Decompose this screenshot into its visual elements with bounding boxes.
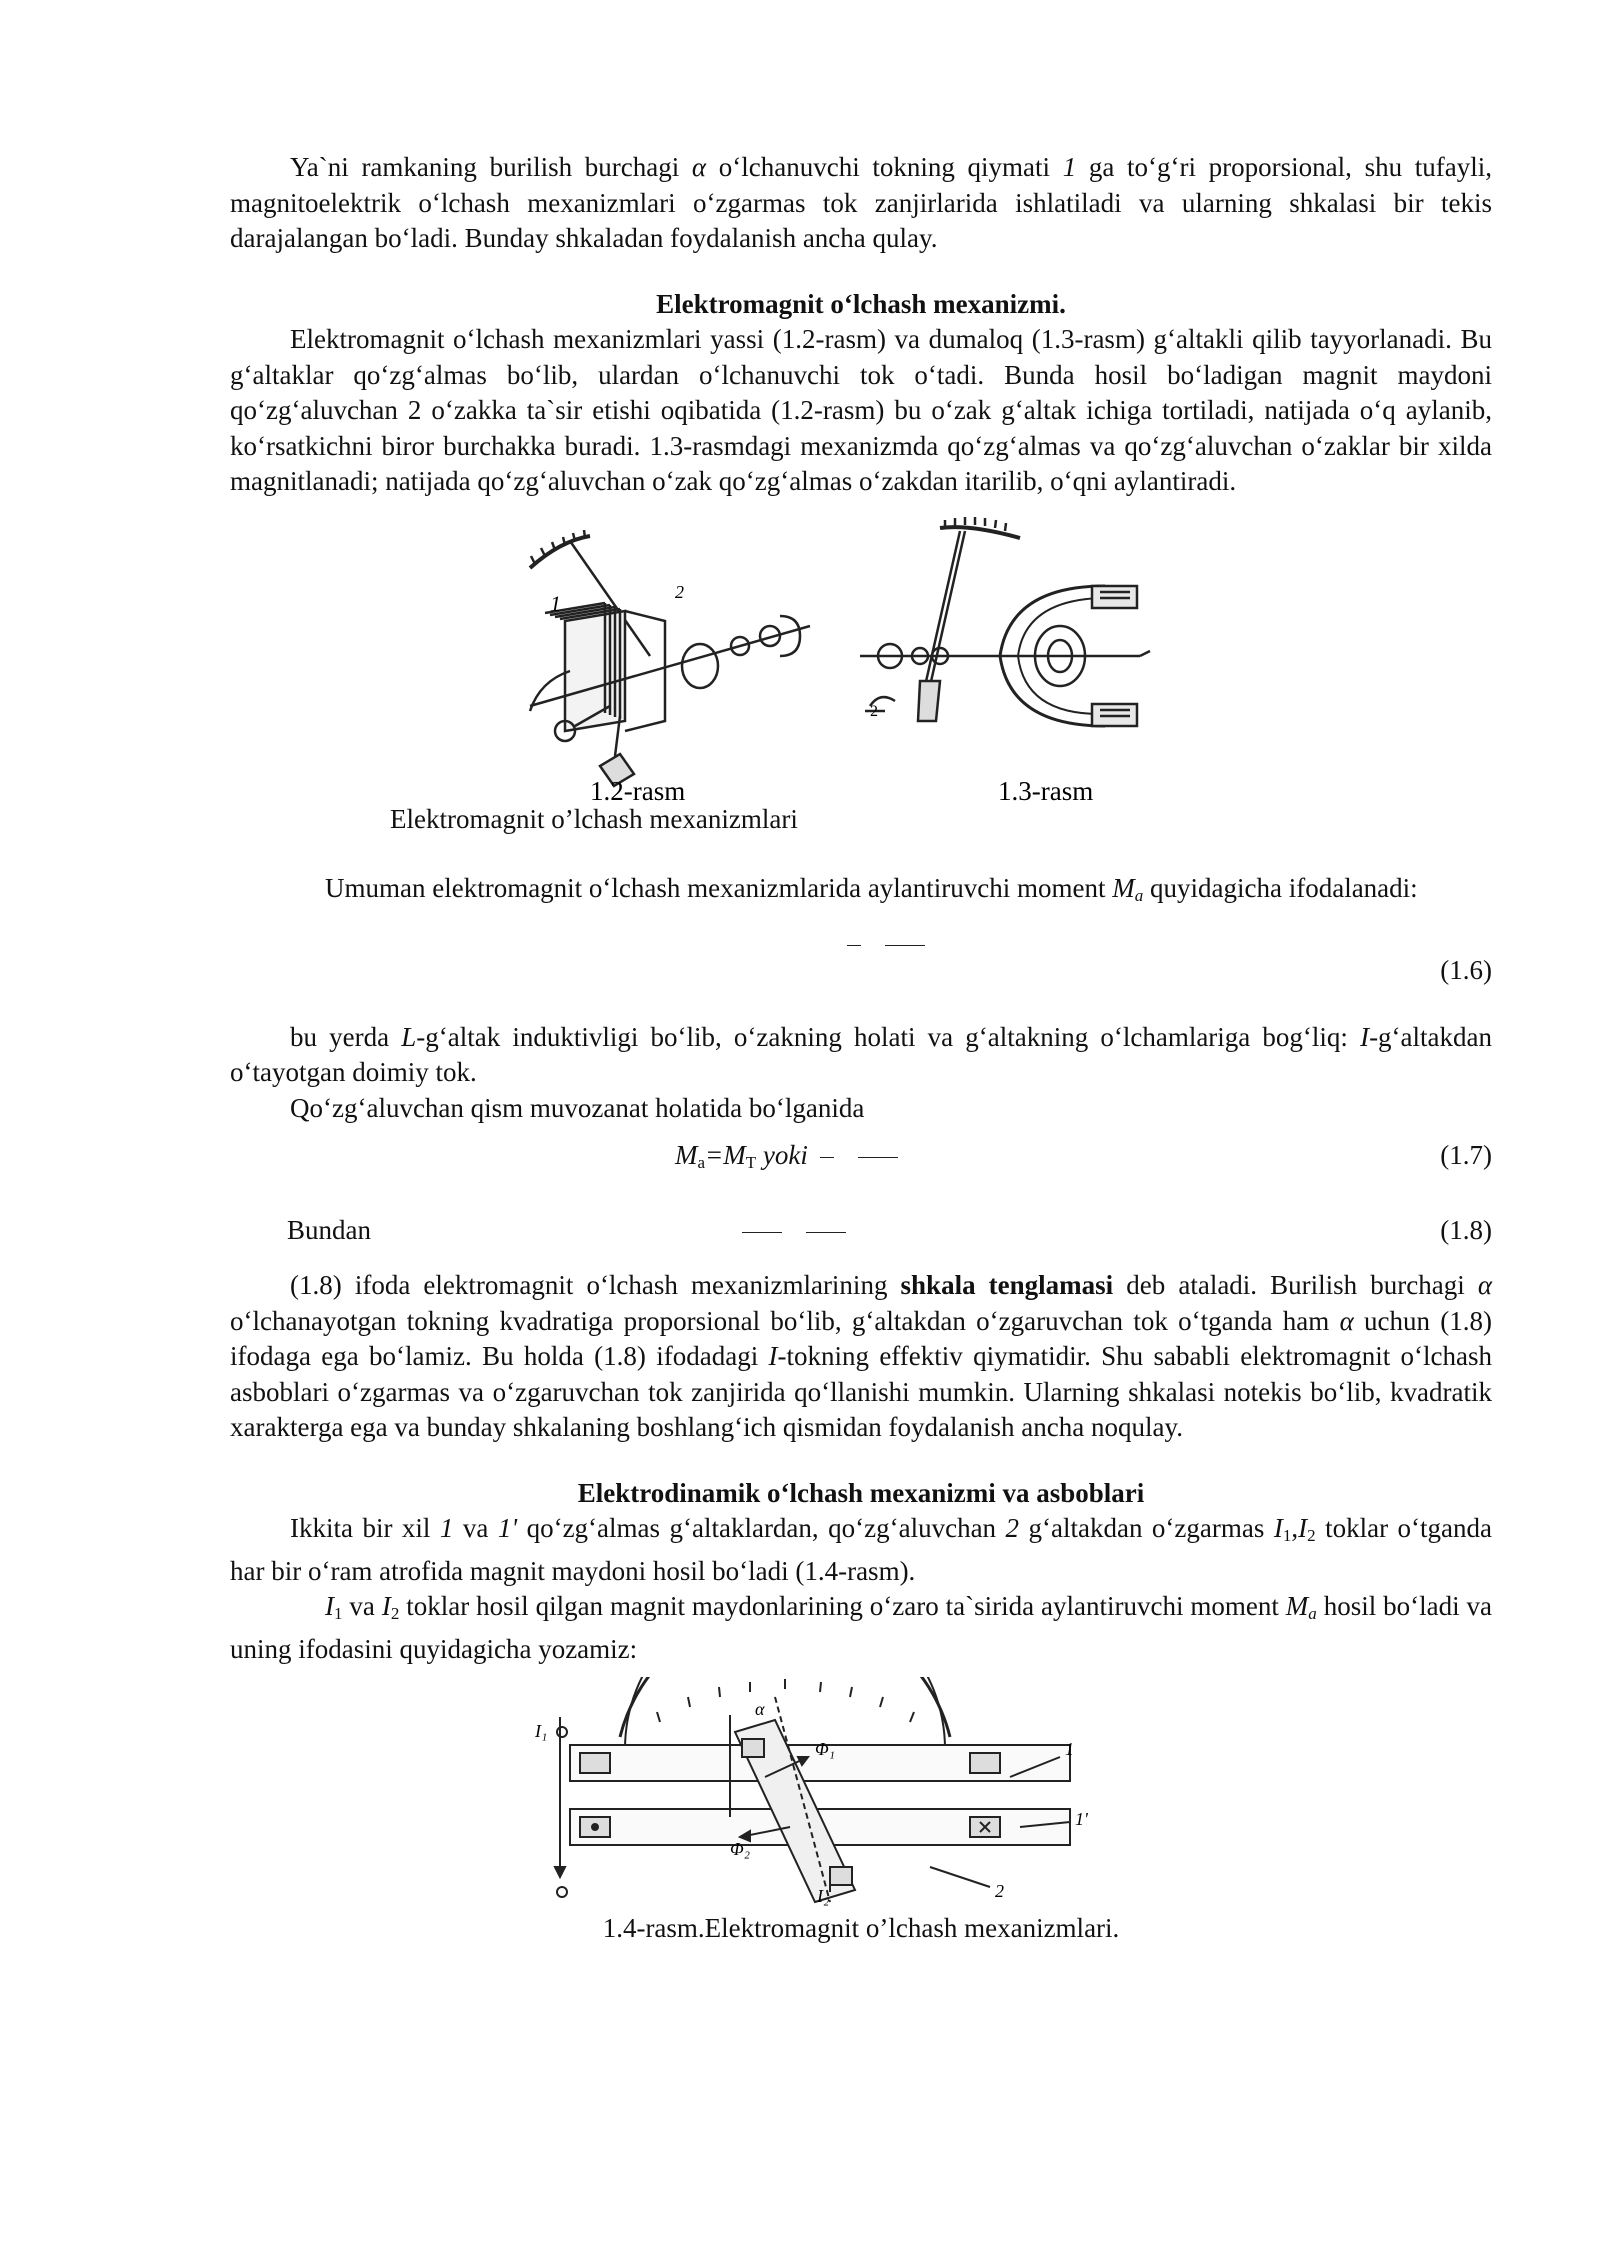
symbol-I: I <box>1360 1021 1370 1052</box>
label-small: 2 <box>870 702 878 720</box>
subscript: 1 <box>334 1604 343 1623</box>
text: deb ataladi. Burilish burchagi <box>1113 1270 1478 1300</box>
number: 1 <box>439 1513 454 1543</box>
symbol-I: I <box>381 1591 391 1621</box>
equation-1-8-row <box>230 1213 1492 1248</box>
symbol-M: M <box>1112 873 1135 903</box>
formula-1-8 <box>730 1213 858 1249</box>
document-page <box>230 150 1492 1947</box>
mechanism-1-2-diagram <box>530 530 810 786</box>
symbol-I: I <box>1298 1513 1308 1543</box>
number-1: 1 <box>1062 152 1077 182</box>
formula-part: =M <box>705 1140 746 1170</box>
subscript: a <box>1308 1604 1317 1623</box>
bold-term: shkala tenglamasi <box>900 1270 1114 1300</box>
electrodynamic-mechanism-diagram <box>555 1677 1070 1902</box>
paragraph-2: Elektromagnit o‘lchash mexanizmlari yassi (1.2-rasm) va dumaloq (1.3-rasm) g‘altakli qilib tayyorlanadi. Bu g‘altaklar qo‘zg‘almas bo‘lib, ulardan o‘lchanuvchi tok o‘tadi. Bunda hosil bo‘ladigan magnit maydoni qo‘zg‘aluvchan 2 o‘zakka ta`sir etishi oqibatida (1.2-rasm) bu o‘zak g‘altak ichiga tortiladi, natijada o‘q aylanib, ko‘rsatkichni biror burchakka buradi. 1.3-rasmdagi mexanizmda qo‘zg‘almas va qo‘zg‘aluvchan o‘zaklar bir xilda magnitlanadi; natijada qo‘zg‘aluvchan o‘zak qo‘zg‘almas o‘zakdan itarilib, o‘qni aylantiradi. <box>230 324 1492 496</box>
figure-1-caption: Elektromagnit o’lchash mexanizmlari <box>390 803 798 834</box>
caption-1-2: 1.2-rasm <box>590 775 686 806</box>
text: hosil bo‘ladi va uning ifodasini quyidagicha yozamiz: <box>230 1591 1493 1664</box>
mechanism-1-3-diagram <box>860 517 1150 726</box>
figure-2-drawing <box>230 1677 1492 1907</box>
symbol-I: I <box>768 1341 778 1371</box>
label-1: 1 <box>550 590 561 616</box>
symbol-I: I <box>1273 1513 1283 1543</box>
text: ga to‘g‘ri proporsional, shu tufayli, magnitoelektrik o‘lchash mexanizmlari o‘zgarmas tok zanjirlarida ishlatiladi va ularning shkalasi bir tekis darajalangan bo‘ladi. Bunday shkaladan foydalanish ancha qulay. <box>230 152 1492 253</box>
label-phi2: Φ₂ <box>730 1839 750 1859</box>
formula-word: yoki <box>756 1140 808 1170</box>
equation-number-1-7: (1.7) <box>1440 1140 1492 1170</box>
label-2: 2 <box>675 581 684 602</box>
text: -g‘altakdan o‘tayotgan doimiy tok. <box>230 1021 1492 1087</box>
alpha-symbol: α <box>1477 1270 1492 1300</box>
symbol-M: M <box>1285 1591 1309 1621</box>
text: o‘lchanayotgan tokning kvadratiga proporsional bo‘lib, g‘altakdan o‘zgaruvchan tok o‘tganda ham <box>230 1305 1340 1336</box>
equation-number-1-6: (1.6) <box>1440 954 1492 985</box>
figure-2-caption: 1.4-rasm.Elektromagnit o’lchash mexanizmlari. <box>602 1913 1120 1943</box>
alpha-symbol: α <box>691 152 707 182</box>
text: o‘lchanuvchi tokning qiymati <box>706 152 1063 182</box>
text: bu yerda <box>290 1021 402 1052</box>
paragraph-4 <box>230 1020 1492 1091</box>
label-I1: I₁ <box>535 1721 548 1741</box>
heading-electrodynamic: Elektrodinamik o‘lchash mexanizmi va asboblari <box>577 1477 1145 1508</box>
subscript-a: a <box>697 1153 706 1172</box>
text: -tokning effektiv qiymatidir. Shu sababli elektromagnit o‘lchash asboblari o‘zgarmas va o‘zgaruvchan tok zanjirida qo‘llanishi mumkin. Ularning shkalasi notekis bo‘lib, kvadratik xarakterga ega va bunday shkalaning boshlang‘ich qismidan foydalanish ancha noqulay. <box>230 1341 1492 1442</box>
label-1: 1 <box>1065 1739 1074 1759</box>
subscript: 2 <box>390 1604 400 1623</box>
figure-1 <box>230 516 1492 806</box>
formula-1-7 <box>675 1138 910 1181</box>
text: quyidagicha ifodalanadi: <box>1143 873 1418 903</box>
label-1-prime: 1' <box>1075 1809 1088 1829</box>
paragraph-8 <box>230 1589 1492 1667</box>
heading-electromagnetic: Elektromagnit o‘lchash mexanizmi. <box>656 288 1066 319</box>
alpha-symbol: α <box>1339 1305 1354 1336</box>
bundan-label: Bundan <box>287 1215 371 1245</box>
text: -g‘altak induktivligi bo‘lib, o‘zakning holati va g‘altakning o‘lchamlariga bog‘liq: <box>416 1021 1361 1052</box>
subscript: 2 <box>1307 1526 1316 1545</box>
label-phi1: Φ₁ <box>815 1739 835 1759</box>
text: toklar hosil qilgan magnit maydonlarining o‘zaro ta`sirida aylantiruvchi moment <box>399 1591 1286 1621</box>
text: (1.8) ifoda elektromagnit o‘lchash mexanizmlarining <box>290 1270 901 1300</box>
text: va <box>342 1591 382 1621</box>
text: g‘altakdan o‘zgarmas <box>1019 1513 1274 1543</box>
equation-number-1-8: (1.8) <box>1440 1215 1492 1245</box>
equation-1-7-row <box>230 1138 1492 1173</box>
equation-1-6-row <box>230 920 1492 990</box>
number: 2 <box>1005 1513 1020 1543</box>
subscript-T: T <box>745 1153 757 1172</box>
text: Umuman elektromagnit o‘lchash mexanizmlarida aylantiruvchi moment <box>325 873 1113 903</box>
caption-1-3: 1.3-rasm <box>998 775 1094 806</box>
paragraph-7 <box>230 1511 1492 1589</box>
label-2: 2 <box>995 1881 1004 1901</box>
text: va <box>453 1513 498 1543</box>
paragraph-6 <box>230 1268 1492 1446</box>
formula-placeholder <box>835 926 937 962</box>
text: qo‘zg‘almas g‘altaklardan, qo‘zg‘aluvchan <box>517 1513 1006 1543</box>
label-alpha: α <box>755 1699 765 1719</box>
subscript: 1 <box>1282 1526 1292 1545</box>
number: 1' <box>497 1513 518 1543</box>
paragraph-5: Qo‘zg‘aluvchan qism muvozanat holatida bo‘lganida <box>290 1092 865 1123</box>
text: Ikkita bir xil <box>290 1513 440 1543</box>
subscript: a <box>1134 886 1144 905</box>
figure-1-drawing <box>230 516 1492 806</box>
text: , <box>1291 1513 1299 1543</box>
text: uchun (1.8) ifodaga ega bo‘lamiz. Bu holda (1.8) ifodadagi <box>230 1305 1492 1371</box>
figure-2 <box>230 1677 1492 1907</box>
label-I2: I₂ <box>817 1886 830 1906</box>
text: toklar o‘tganda har bir o‘ram atrofida magnit maydoni hosil bo‘ladi (1.4-rasm). <box>230 1513 1492 1586</box>
text: Ya`ni ramkaning burilish burchagi <box>290 152 692 182</box>
paragraph-3 <box>230 871 1492 914</box>
symbol-I: I <box>325 1591 334 1621</box>
symbol-L: L <box>401 1021 417 1052</box>
paragraph-1 <box>230 150 1492 257</box>
symbol-M: M <box>675 1140 698 1170</box>
